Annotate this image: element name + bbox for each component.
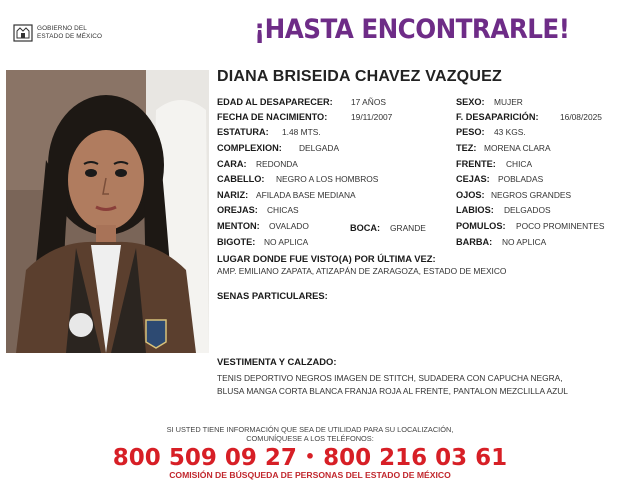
contact-info-line-2: COMUNÍQUESE A LOS TELÉFONOS:: [246, 434, 374, 443]
field-value: POBLADAS: [498, 174, 544, 184]
field-value: POCO PROMINENTES: [516, 221, 605, 231]
field-value: DELGADA: [299, 143, 340, 153]
coat-of-arms-icon: [12, 22, 34, 44]
marks-title: SENAS PARTICULARES:: [217, 290, 328, 301]
field-barba: [456, 236, 547, 248]
contact-info-line-1: SI USTED TIENE INFORMACIÓN QUE SEA DE UTILIDAD PARA SU LOCALIZACIÓN,: [166, 425, 454, 434]
field-boca: [350, 222, 426, 234]
field-nariz: [217, 189, 356, 201]
field-orejas: [217, 204, 299, 216]
field-f-desaparicion: [456, 111, 602, 123]
field-label: BIGOTE:: [217, 237, 256, 247]
field-label: POMULOS:: [456, 221, 506, 231]
field-value: NEGROS GRANDES: [491, 190, 572, 200]
field-tez: [456, 142, 551, 154]
field-value: MORENA CLARA: [484, 143, 551, 153]
field-sexo: [456, 96, 523, 108]
banner-title: ¡HASTA ENCONTRARLE!: [254, 14, 570, 45]
field-label: CARA:: [217, 159, 247, 169]
field-peso: [456, 126, 526, 138]
field-label: COMPLEXION:: [217, 143, 282, 153]
field-label: CEJAS:: [456, 174, 490, 184]
field-label: SEXO:: [456, 97, 485, 107]
field-labios: [456, 204, 551, 216]
field-value: 1.48 MTS.: [282, 127, 321, 137]
field-value: 16/08/2025: [560, 112, 602, 122]
field-label: NARIZ:: [217, 190, 249, 200]
field-label: FRENTE:: [456, 159, 496, 169]
field-value: NO APLICA: [264, 237, 309, 247]
field-fecha-nacimiento: [217, 111, 393, 123]
field-value: CHICA: [506, 159, 533, 169]
field-cejas: [456, 173, 544, 185]
field-label: OJOS:: [456, 190, 485, 200]
clothing-line-1: TENIS DEPORTIVO NEGROS IMAGEN DE STITCH, SUDADERA CON CAPUCHA NEGRA,: [217, 373, 563, 383]
field-label: BOCA:: [350, 223, 381, 233]
last-seen-title: LUGAR DONDE FUE VISTO(A) POR ÚLTIMA VEZ:: [217, 253, 436, 264]
field-value: NO APLICA: [502, 237, 547, 247]
logo-line-1: GOBIERNO DEL: [37, 25, 87, 32]
field-complexion: [217, 142, 340, 154]
phone-2[interactable]: 800 216 03 61: [323, 445, 508, 471]
logo-line-2: ESTADO DE MÉXICO: [37, 33, 103, 40]
field-label: F. DESAPARICIÓN:: [456, 112, 539, 122]
field-ojos: [456, 189, 572, 201]
logo-text: [37, 25, 102, 41]
field-value: REDONDA: [256, 159, 298, 169]
field-label: CABELLO:: [217, 174, 265, 184]
field-cabello: [217, 173, 379, 185]
field-estatura: [217, 126, 321, 138]
field-bigote: [217, 236, 309, 248]
phone-numbers: [0, 445, 620, 471]
last-seen-location: AMP. EMILIANO ZAPATA, ATIZAPÁN DE ZARAGOZA, ESTADO DE MEXICO: [217, 266, 507, 276]
phone-1[interactable]: 800 509 09 27: [112, 445, 297, 471]
field-label: LABIOS:: [456, 205, 494, 215]
field-label: BARBA:: [456, 237, 493, 247]
footer-agency: COMISIÓN DE BÚSQUEDA DE PERSONAS DEL ESTADO DE MÉXICO: [169, 470, 451, 480]
field-cara: [217, 158, 298, 170]
person-name: DIANA BRISEIDA CHAVEZ VAZQUEZ: [217, 68, 502, 85]
field-value: MUJER: [494, 97, 523, 107]
clothing-line-2: BLUSA MANGA CORTA BLANCA FRANJA ROJA AL FRENTE, PANTALON MEZCLILLA AZUL: [217, 386, 568, 396]
field-menton: [217, 220, 309, 232]
phone-separator: •: [304, 447, 316, 466]
field-label: TEZ:: [456, 143, 477, 153]
field-pomulos: [456, 220, 605, 232]
clothing-title: VESTIMENTA Y CALZADO:: [217, 356, 337, 367]
field-label: PESO:: [456, 127, 485, 137]
field-label: FECHA DE NACIMIENTO:: [217, 112, 328, 122]
field-label: OREJAS:: [217, 205, 258, 215]
field-frente: [456, 158, 533, 170]
field-label: MENTON:: [217, 221, 260, 231]
field-value: 17 AÑOS: [351, 97, 386, 107]
field-label: ESTATURA:: [217, 127, 269, 137]
field-value: CHICAS: [267, 205, 299, 215]
missing-person-photo: [6, 70, 209, 353]
field-value: NEGRO A LOS HOMBROS: [276, 174, 379, 184]
field-value: OVALADO: [269, 221, 309, 231]
field-label: EDAD AL DESAPARECER:: [217, 97, 333, 107]
field-value: 19/11/2007: [351, 112, 393, 122]
field-value: AFILADA BASE MEDIANA: [256, 190, 356, 200]
field-value: 43 KGS.: [494, 127, 526, 137]
government-logo: [12, 22, 112, 46]
field-value: DELGADOS: [504, 205, 551, 215]
field-value: GRANDE: [390, 223, 426, 233]
field-edad: [217, 96, 386, 108]
